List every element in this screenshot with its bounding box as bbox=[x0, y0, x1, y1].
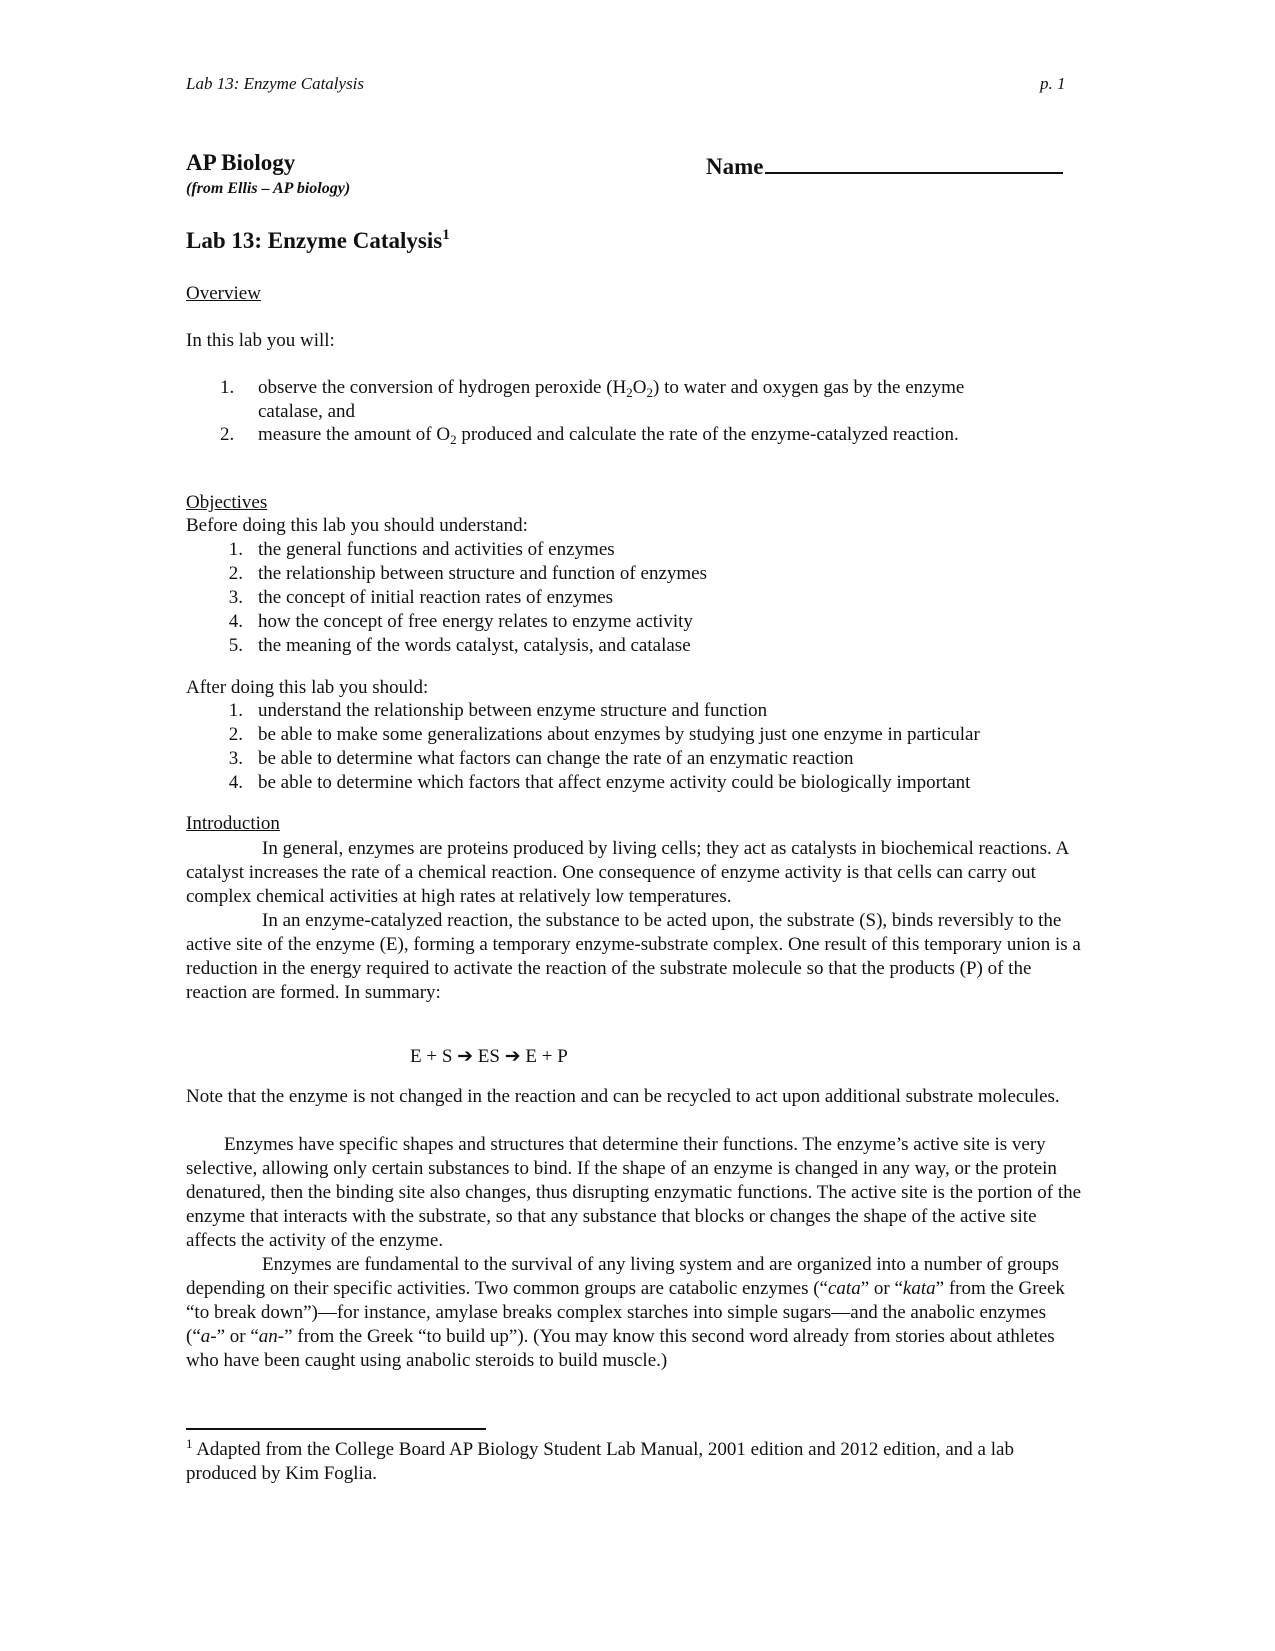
list-item: 2. be able to make some generalizations about enzymes by studying just one enzyme in particular bbox=[228, 724, 980, 745]
footnote bbox=[186, 1438, 1086, 1486]
objectives-before-lead: Before doing this lab you should understand: bbox=[186, 515, 528, 536]
list-item: 1. the general functions and activities of enzymes bbox=[228, 539, 615, 560]
list-item: 5. the meaning of the words catalyst, catalysis, and catalase bbox=[228, 635, 691, 656]
footnote-number: 1 bbox=[186, 1436, 193, 1451]
objectives-before-list bbox=[228, 538, 1078, 658]
footnote-text: Adapted from the College Board AP Biology Student Lab Manual, 2001 edition and 2012 edition, and a lab produced by Kim Foglia. bbox=[186, 1439, 1014, 1484]
list-item: 3. be able to determine what factors can change the rate of an enzymatic reaction bbox=[228, 748, 854, 769]
list-item: 4. be able to determine which factors that affect enzyme activity could be biologically important bbox=[228, 772, 971, 793]
name-blank-line bbox=[765, 150, 1063, 174]
list-item: 2. the relationship between structure and function of enzymes bbox=[228, 563, 707, 584]
intro-paragraph-2: In an enzyme-catalyzed reaction, the substance to be acted upon, the substrate (S), binds reversibly to the active site of the enzyme (E), forming a temporary enzyme-substrate complex. One result of this temporary union is a reduction in the energy required to activate the reaction of the substrate molecule so that the products (P) of the reaction are formed. In summary: bbox=[186, 910, 1081, 1003]
overview-item-2: 2. measure the amount of $O_2$ produced and calculate the rate of the enzyme-catalyzed reaction. bbox=[220, 424, 959, 447]
introduction-heading: Introduction bbox=[186, 813, 280, 834]
list-number: 1. bbox=[220, 377, 235, 398]
objectives-heading: Objectives bbox=[186, 492, 268, 513]
running-header-title: Lab 13: Enzyme Catalysis bbox=[186, 74, 365, 93]
lab-title-text: Lab 13: Enzyme Catalysis bbox=[186, 228, 443, 253]
intro-paragraph-1: In general, enzymes are proteins produced by living cells; they act as catalysts in biochemical reactions. A catalyst increases the rate of a chemical reaction. One consequence of enzyme activity is that cells can carry out complex chemical activities at high rates at relatively low temperatures. bbox=[186, 838, 1069, 907]
list-number: 2. bbox=[220, 424, 235, 445]
name-label: Name bbox=[706, 154, 764, 179]
intro-paragraph-3: Note that the enzyme is not changed in the reaction and can be recycled to act upon additional substrate molecules. bbox=[186, 1086, 1060, 1107]
source-note: (from Ellis – AP biology) bbox=[186, 180, 351, 197]
page-number: p. 1 bbox=[1040, 74, 1066, 93]
overview-item-1: 1. observe the conversion of hydrogen peroxide $(H_2O_2)$ to water and oxygen gas by the enzyme catalase, and bbox=[220, 377, 965, 422]
intro-paragraph-5: Enzymes are fundamental to the survival of any living system and are organized into a number of groups depending on their specific activities. Two common groups are catabolic enzymes (“cata” or “kata” from the Greek “to break down”)—for instance, amylase breaks complex starches into simple sugars—and the anabolic enzymes (“a-” or “an-” from the Greek “to build up”). (You may know this second word already from stories about athletes who have been caught using anabolic steroids to build muscle.) bbox=[186, 1254, 1065, 1371]
objectives-after-lead: After doing this lab you should: bbox=[186, 677, 429, 698]
course-title: AP Biology bbox=[186, 150, 296, 175]
objectives-after-list bbox=[228, 699, 1078, 795]
list-item: 3. the concept of initial reaction rates of enzymes bbox=[228, 587, 614, 608]
overview-lead: In this lab you will: bbox=[186, 330, 335, 351]
title-footnote-ref: 1 bbox=[442, 227, 450, 243]
list-item: 1. understand the relationship between enzyme structure and function bbox=[228, 700, 768, 721]
name-field bbox=[706, 150, 1063, 180]
footnote-divider bbox=[186, 1428, 486, 1430]
overview-heading: Overview bbox=[186, 283, 261, 304]
list-item: 4. how the concept of free energy relates to enzyme activity bbox=[228, 611, 693, 632]
intro-paragraph-4: Enzymes have specific shapes and structures that determine their functions. The enzyme’s active site is very selective, allowing only certain substances to bind. If the shape of an enzyme is changed in any way, or the protein denatured, then the binding site also changes, thus disrupting enzymatic functions. The active site is the portion of the enzyme that interacts with the substrate, so that any substance that blocks or changes the shape of the active site affects the activity of the enzyme. bbox=[186, 1134, 1082, 1251]
lab-title bbox=[186, 228, 450, 254]
reaction-equation: E + S ➔ ES ➔ E + P bbox=[410, 1046, 568, 1067]
